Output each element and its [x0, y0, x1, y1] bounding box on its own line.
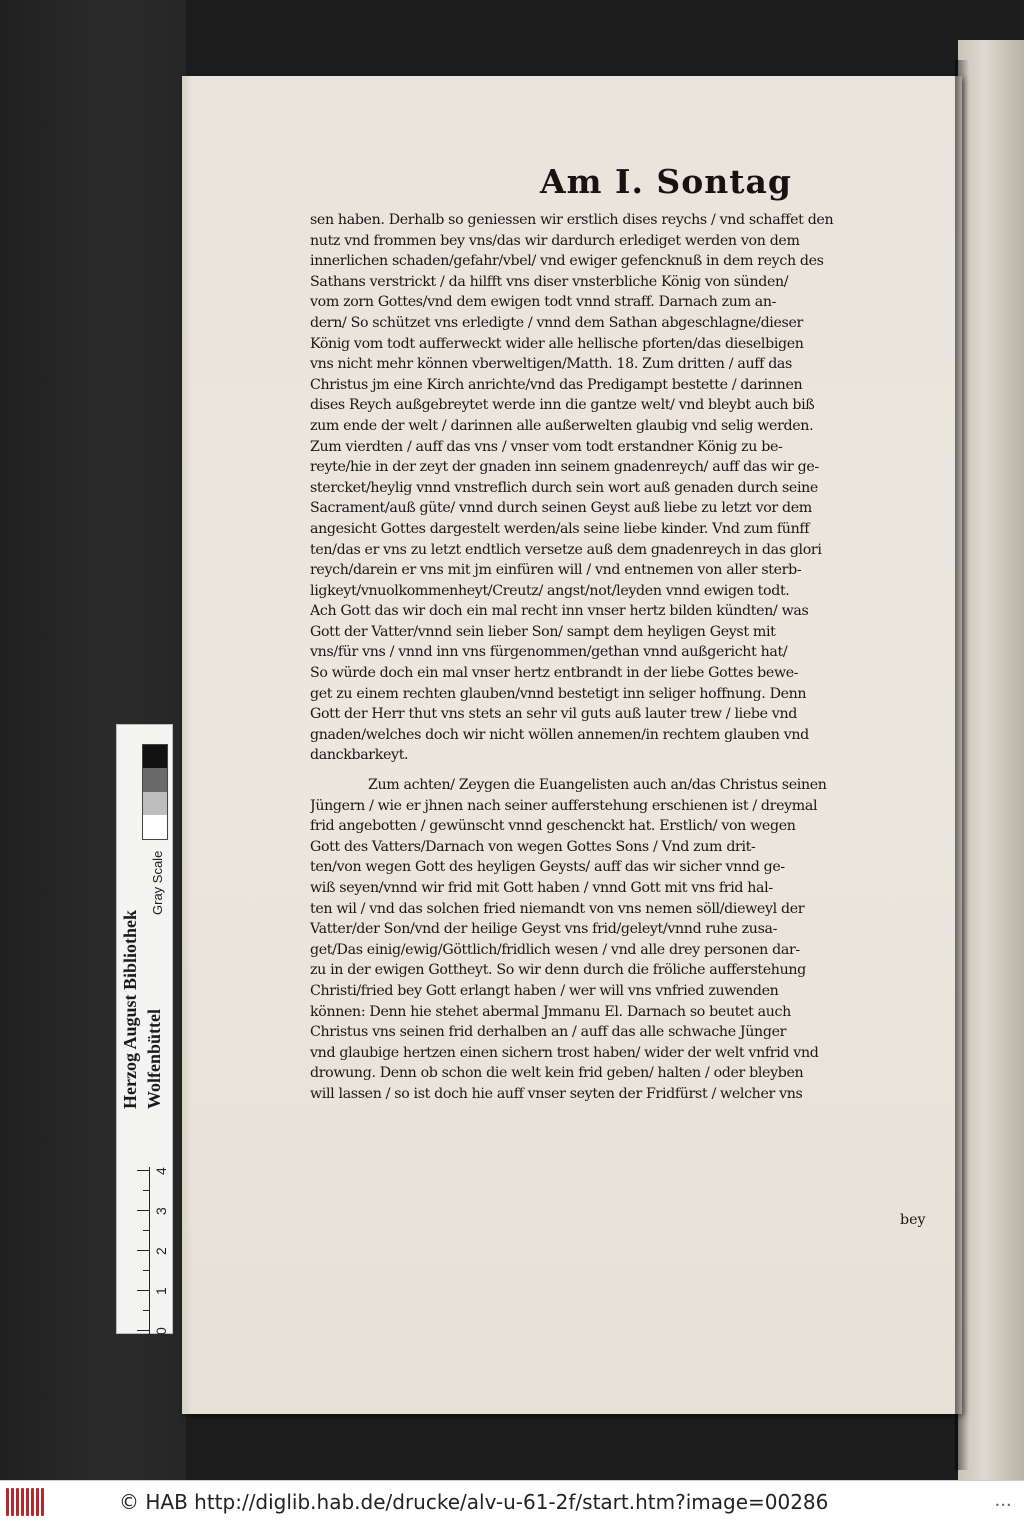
text-line: will lassen / so ist doch hie auff vnser seyten der Fridfürst / welcher vns	[310, 1085, 803, 1102]
footer-menu-icon[interactable]: •••	[995, 1501, 1013, 1510]
footer-credit: © HAB http://diglib.hab.de/drucke/alv-u-61-2f/start.htm?image=00286	[119, 1490, 829, 1514]
ruler-half-tick	[143, 1230, 149, 1231]
gutter-shadow	[955, 60, 969, 1470]
ruler-half-tick	[143, 1270, 149, 1271]
text-line: Vatter/der Son/vnd der heilige Geyst vns frid/geleyt/vnnd ruhe zusa-	[310, 921, 778, 938]
text-line: ligkeyt/vnuolkommenheyt/Creutz/ angst/not/leyden vnnd ewigen todt.	[310, 582, 790, 599]
ruler-tick	[137, 1330, 149, 1331]
swatch-dark-gray	[143, 769, 167, 793]
text-line: dern/ So schützet vns erledigte / vnnd dem Sathan abgeschlagne/dieser	[310, 314, 803, 331]
color-scale-ruler	[116, 724, 173, 1334]
ruler-tick	[137, 1210, 149, 1211]
text-line: Gott der Herr thut vns stets an sehr vil guts auß lauter trew / liebe vnd	[310, 706, 797, 723]
text-line: reych/darein er vns mit jm einfüren will / vnd entnemen von aller sterb-	[310, 562, 802, 579]
text-line: Christus vns seinen frid derhalben an / auff das alle schwache Jünger	[310, 1024, 787, 1041]
ruler-half-tick	[143, 1310, 149, 1311]
swatch-light-gray	[143, 792, 167, 816]
footer-bar	[0, 1480, 1024, 1523]
text-line: dises Reych außgebreytet werde inn die gantze welt/ vnd bleybt auch biß	[310, 397, 815, 414]
text-line: ten/das er vns zu letzt endtlich versetze auß dem gnadenreych in das glori	[310, 541, 822, 558]
running-head: Am I. Sontag	[540, 162, 792, 201]
page-text	[310, 210, 940, 1105]
text-line: zum ende der welt / darinnen alle außerwelten glaubig vnd selig werden.	[310, 417, 814, 434]
text-line: wiß seyen/vnnd wir frid mit Gott haben / vnnd Gott mit vns frid hal-	[310, 880, 773, 896]
logo-bar	[26, 1488, 29, 1516]
text-line: danckbarkeyt.	[310, 747, 409, 764]
gray-scale-label: Gray Scale	[150, 850, 165, 915]
logo-bar	[16, 1488, 19, 1516]
text-line: frid angebotten / gewünscht vnnd geschenckt hat. Erstlich/ von wegen	[310, 818, 796, 835]
institution-city: Wolfenbüttel	[144, 1008, 164, 1109]
text-line: vnd glaubige hertzen einen sichern trost haben/ wider der welt vnfrid vnd	[310, 1044, 819, 1061]
text-line: So würde doch ein mal vnser hertz entbrandt in der liebe Gottes bewe-	[310, 665, 799, 682]
text-line: Zum achten/ Zeygen die Euangelisten auch an/das Christus seinen	[368, 777, 827, 794]
logo-bar	[31, 1488, 34, 1516]
text-line: können: Denn hie stehet abermal Jmmanu El. Darnach so beutet auch	[310, 1003, 791, 1020]
logo-bar	[36, 1488, 39, 1516]
text-line: vns nicht mehr können vberweltigen/Matth. 18. Zum dritten / auff das	[310, 356, 792, 373]
ruler-number: 3	[153, 1207, 169, 1215]
text-line: ten/von wegen Gott des heyligen Geysts/ auff das wir sicher vnnd ge-	[310, 859, 785, 876]
text-line: ten wil / vnd das solchen fried niemandt von vns nemen söll/dieweyl der	[310, 900, 805, 917]
hab-logo-icon	[6, 1488, 46, 1516]
text-line: reyte/hie in der zeyt der gnaden inn seinem gnadenreych/ auff das wir ge-	[310, 459, 819, 476]
text-line: Zum vierdten / auff das vns / vnser vom todt erstandner König zu be-	[310, 438, 783, 455]
text-line: vns/für vns / vnnd inn vns fürgenommen/gethan vnnd außgericht hat/	[310, 644, 788, 661]
text-line: Sathans verstrickt / da hilfft vns diser vnsterbliche König von sünden/	[310, 273, 789, 290]
ruler-half-tick	[143, 1190, 149, 1191]
institution-label: Herzog August Bibliothek	[120, 909, 140, 1109]
gray-scale-swatches	[142, 744, 168, 840]
text-line: gnaden/welches doch wir nicht wöllen annemen/in rechtem glauben vnd	[310, 726, 809, 743]
text-line: Gott des Vatters/Darnach von wegen Gottes Sons / Vnd zum drit-	[310, 838, 756, 855]
page-edge	[182, 76, 192, 1414]
catchword: bey	[900, 1212, 926, 1228]
text-line: vom zorn Gottes/vnd dem ewigen todt vnnd straff. Darnach zum an-	[310, 294, 777, 311]
text-line: innerlichen schaden/gefahr/vbel/ vnd ewiger gefencknuß in dem reych des	[310, 253, 824, 270]
text-line: Christi/fried bey Gott erlangt haben / wer will vns vnfried zuwenden	[310, 982, 779, 999]
text-line: drowung. Denn ob schon die welt kein frid geben/ halten / oder bleyben	[310, 1065, 804, 1082]
text-line: Ach Gott das wir doch ein mal recht inn vnser hertz bilden kündten/ was	[310, 603, 809, 620]
ruler-number: 1	[153, 1287, 169, 1295]
logo-bar	[21, 1488, 24, 1516]
scale-line	[149, 1167, 150, 1335]
text-line: nutz vnd frommen bey vns/das wir dardurch erlediget werden von dem	[310, 232, 800, 249]
text-line: get zu einem rechten glauben/vnnd bestetigt inn seliger hoffnung. Denn	[310, 685, 807, 702]
text-line: get/Das einig/ewig/Göttlich/fridlich wesen / vnd alle drey personen dar-	[310, 941, 800, 958]
ruler-number: 2	[153, 1247, 169, 1255]
text-line: zu in der ewigen Gottheyt. So wir denn durch die fröliche aufferstehung	[310, 962, 806, 979]
text-line: Jüngern / wie er jhnen nach seiner aufferstehung erschienen ist / dreymal	[310, 797, 818, 814]
swatch-black	[143, 745, 167, 769]
text-line: sen haben. Derhalb so geniessen wir erstlich dises reychs / vnd schaffet den	[310, 212, 834, 228]
text-line: Gott der Vatter/vnnd sein lieber Son/ sampt dem heyligen Geyst mit	[310, 623, 776, 640]
logo-bar	[41, 1488, 44, 1516]
text-line: stercket/heylig vnnd vnstreflich durch sein wort auß genaden durch seine	[310, 479, 818, 496]
text-line: Sacrament/auß güte/ vnnd durch seinen Geyst auß liebe zu letzt vor dem	[310, 500, 812, 517]
ruler-tick	[137, 1250, 149, 1251]
swatch-white	[143, 816, 167, 840]
ruler-tick	[137, 1290, 149, 1291]
logo-bar	[6, 1488, 9, 1516]
text-line: angesicht Gottes dargestelt werden/als seine liebe kinder. Vnd zum fünff	[310, 520, 810, 537]
ruler-tick	[137, 1170, 149, 1171]
ruler-number: 4	[153, 1167, 169, 1175]
text-line: Christus jm eine Kirch anrichte/vnd das Predigampt bestette / darinnen	[310, 376, 803, 393]
text-line: König vom todt aufferweckt wider alle hellische pforten/das dieselbigen	[310, 335, 804, 352]
ruler-number: 0	[153, 1327, 169, 1335]
logo-bar	[11, 1488, 14, 1516]
